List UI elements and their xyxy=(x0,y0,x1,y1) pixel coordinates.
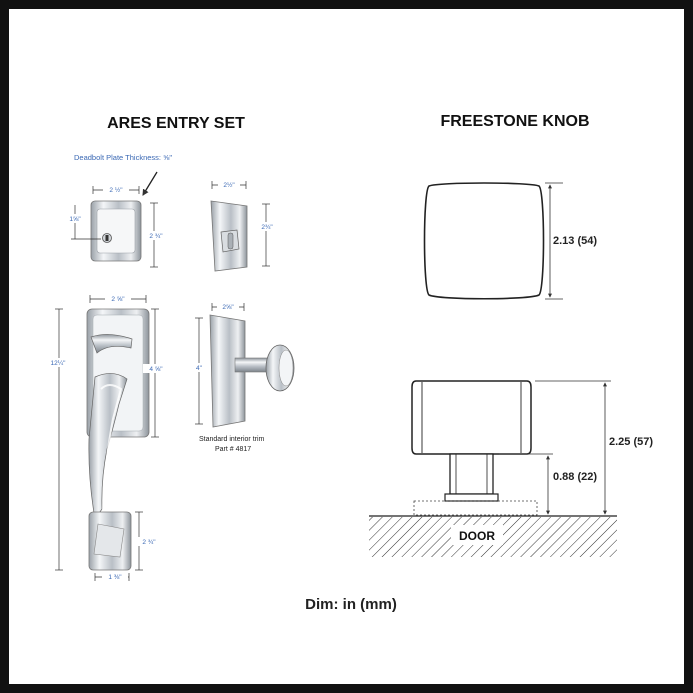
knob-side-profile xyxy=(412,381,537,515)
interior-deadbolt-width-label: 2½" xyxy=(223,182,235,189)
bottom-width-label: 1 ⅜" xyxy=(108,574,122,581)
units-footer: Dim: in (mm) xyxy=(305,596,397,613)
drawing-canvas xyxy=(9,9,684,684)
deadbolt-thickness-note: Deadbolt Plate Thickness: ⅝" xyxy=(74,153,172,162)
freestone-knob-title: FREESTONE KNOB xyxy=(440,113,590,130)
spec-sheet xyxy=(9,9,684,684)
handleset xyxy=(87,309,149,570)
interior-deadbolt-height-label: 2¾" xyxy=(261,224,273,231)
knob-face-outline xyxy=(425,183,544,299)
deadbolt-width-label: 2 ½" xyxy=(109,187,123,194)
door-label: DOOR xyxy=(459,529,495,543)
thickness-arrow xyxy=(143,172,157,195)
interior-trim-caption: Standard interior trim xyxy=(199,436,265,443)
interior-trim xyxy=(210,315,294,427)
knob-neck-length-label: 0.88 (22) xyxy=(553,471,598,483)
exterior-deadbolt xyxy=(91,201,141,261)
handleset-top-width-label: 2 ⅝" xyxy=(111,296,125,303)
handleset-height-label: 12¼" xyxy=(50,360,66,367)
interior-deadbolt xyxy=(211,201,247,271)
ares-entry-set-title: ARES ENTRY SET xyxy=(107,115,245,132)
interior-trim-part-number: Part # 4817 xyxy=(215,446,252,453)
door-surface xyxy=(369,516,617,557)
knob-projection-label: 2.25 (57) xyxy=(609,436,654,448)
interior-trim-width-label: 2⅝" xyxy=(222,304,234,311)
bottom-plate-height-label: 2 ¾" xyxy=(142,539,156,546)
cylinder-offset-label: 1⅝" xyxy=(69,216,81,223)
deadbolt-height-label: 2 ¾" xyxy=(149,233,163,240)
knob-face-size-label: 2.13 (54) xyxy=(553,235,598,247)
plate-height-label: 4 ⅝" xyxy=(149,366,163,373)
interior-trim-height-label: 4" xyxy=(196,365,202,372)
